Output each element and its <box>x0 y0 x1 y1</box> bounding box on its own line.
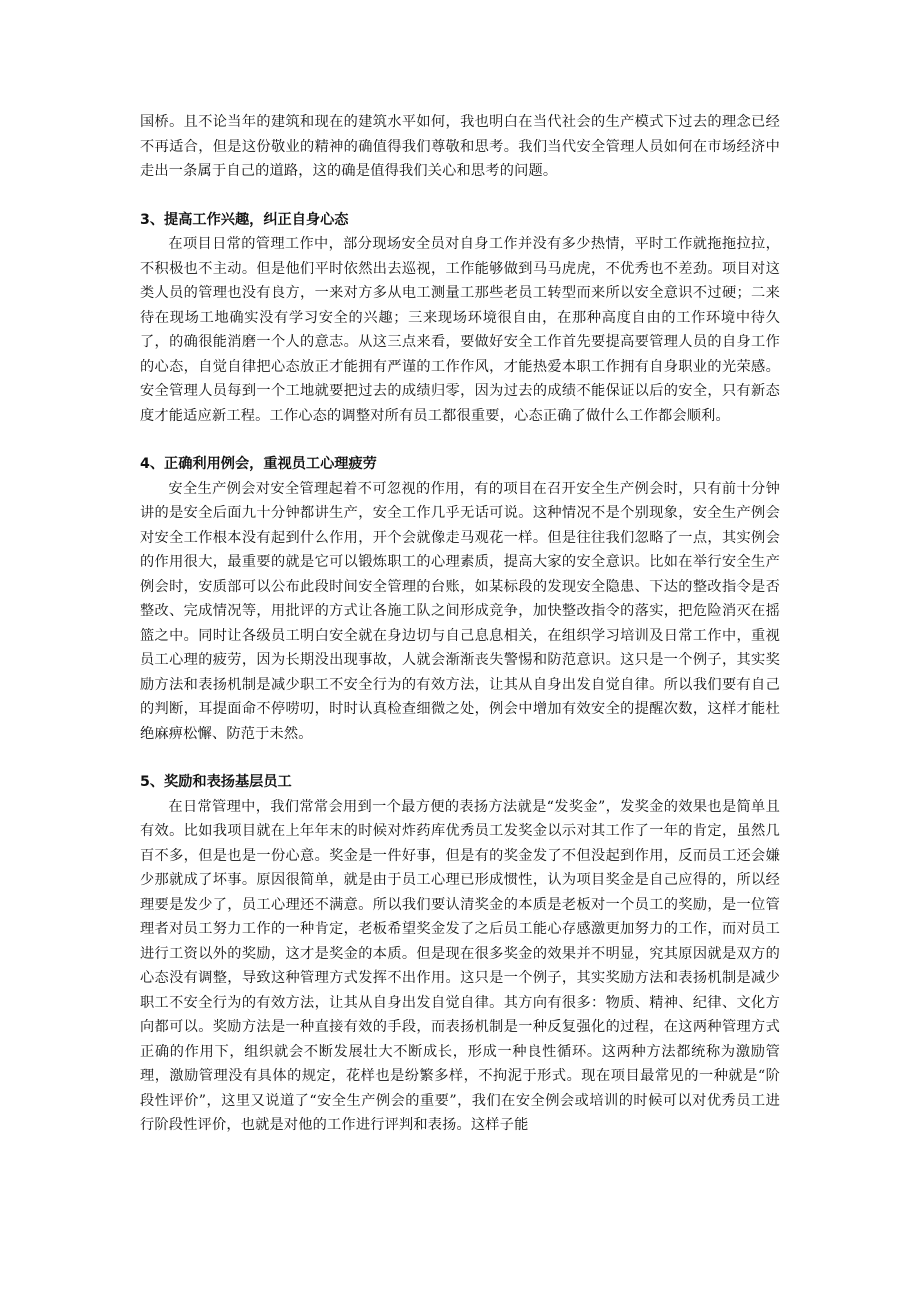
intro-paragraph: 国桥。且不论当年的建筑和现在的建筑水平如何，我也明白在当代社会的生产模式下过去的理念已经不再适合，但是这份敬业的精神的确值得我们尊敬和思考。我们当代安全管理人员如何在市场经济中走出一条属于自己的道路，这的确是值得我们关心和思考的问题。 <box>140 114 780 179</box>
section-heading: 4、正确利用例会，重视员工心理疲劳 <box>140 456 377 472</box>
section-heading: 5、奖励和表扬基层员工 <box>140 774 292 790</box>
section-body: 在日常管理中，我们常常会用到一个最方便的表扬方法就是“发奖金”，发奖金的效果也是简单且有效。比如我项目就在上年年末的时候对炸药库优秀员工发奖金以示对其工作了一年的肯定，虽然几百不多，但是也是一份心意。奖金是一件好事，但是有的奖金发了不但没起到作用，反而员工还会嫌少那就成了坏事。原因很简单，就是由于员工心理已形成惯性，认为项目奖金是自己应得的，所以经理要是发少了，员工心理还不满意。所以我们要认清奖金的本质是老板对一个员工的奖励，是一位管理者对员工努力工作的一种肯定，老板希望奖金发了之后员工能心存感激更加努力的工作，而对员工进行工资以外的奖励，这才是奖金的本质。但是现在很多奖金的效果并不明显，究其原因就是双方的心态没有调整，导致这种管理方式发挥不出作用。这只是一个例子，其实奖励方法和表扬机制是减少职工不安全行为的有效方法，让其从自身出发自觉自律。其方向有很多：物质、精神、纪律、文化方向都可以。奖励方法是一种直接有效的手段，而表扬机制是一种反复强化的过程，在这两种管理方式正确的作用下，组织就会不断发展壮大不断成长，形成一种良性循环。这两种方法都统称为激励管理，激励管理没有具体的规定，花样也是纷繁多样，不拘泥于形式。现在项目最常见的一种就是“阶段性评价”，这里又说道了“安全生产例会的重要”，我们在安全例会或培训的时候可以对优秀员工进行阶段性评价，也就是对他的工作进行评判和表扬。这样子能 <box>140 798 780 1133</box>
section-body: 在项目日常的管理工作中，部分现场安全员对自身工作并没有多少热情，平时工作就拖拖拉拉，不积极也不主动。但是他们平时依然出去巡视，工作能够做到马马虎虎，不优秀也不差劲。项目对这类人员的管理也没有良方，一来对方多从电工测量工那些老员工转型而来所以安全意识不过硬；二来待在现场工地确实没有学习安全的兴趣；三来现场环境很自由，在那种高度自由的工作环境中待久了，的确很能消磨一个人的意志。从这三点来看，要做好安全工作首先要提高要管理人员的自身工作的心态，自觉自律把心态放正才能拥有严谨的工作作风，才能热爱本职工作拥有自身职业的光荣感。安全管理人员每到一个工地就要把过去的成绩归零，因为过去的成绩不能保证以后的安全，只有新态度才能适应新工程。工作心态的调整对所有员工都很重要，心态正确了做什么工作都会顺利。 <box>140 236 780 424</box>
section-5 <box>140 770 780 1138</box>
section-body: 安全生产例会对安全管理起着不可忽视的作用，有的项目在召开安全生产例会时，只有前十分钟讲的是安全后面九十分钟都讲生产，安全工作几乎无话可说。这种情况不是个别现象，安全生产例会对安全工作根本没有起到什么作用，开个会就像走马观花一样。但是往往我们忽略了一点，其实例会的作用很大，最重要的就是它可以锻炼职工的心理素质，提高大家的安全意识。比如在举行安全生产例会时，安质部可以公布此段时间安全管理的台账，如某标段的发现安全隐患、下达的整改指令是否整改、完成情况等，用批评的方式让各施工队之间形成竞争，加快整改指令的落实，把危险消灭在摇篮之中。同时让各级员工明白安全就在身边切与自己息息相关，在组织学习培训及日常工作中，重视员工心理的疲劳，因为长期没出现事故，人就会渐渐丧失警惕和防范意识。这只是一个例子，其实奖励方法和表扬机制是减少职工不安全行为的有效方法，让其从自身出发自觉自律。所以我们要有自己的判断，耳提面命不停唠叨，时时认真检查细微之处，例会中增加有效安全的提醒次数，这样才能杜绝麻痹松懈、防范于未然。 <box>140 480 780 742</box>
document-body <box>140 110 780 1138</box>
section-4 <box>140 452 780 746</box>
section-heading: 3、提高工作兴趣，纠正自身心态 <box>140 211 349 228</box>
section-3 <box>140 208 780 429</box>
